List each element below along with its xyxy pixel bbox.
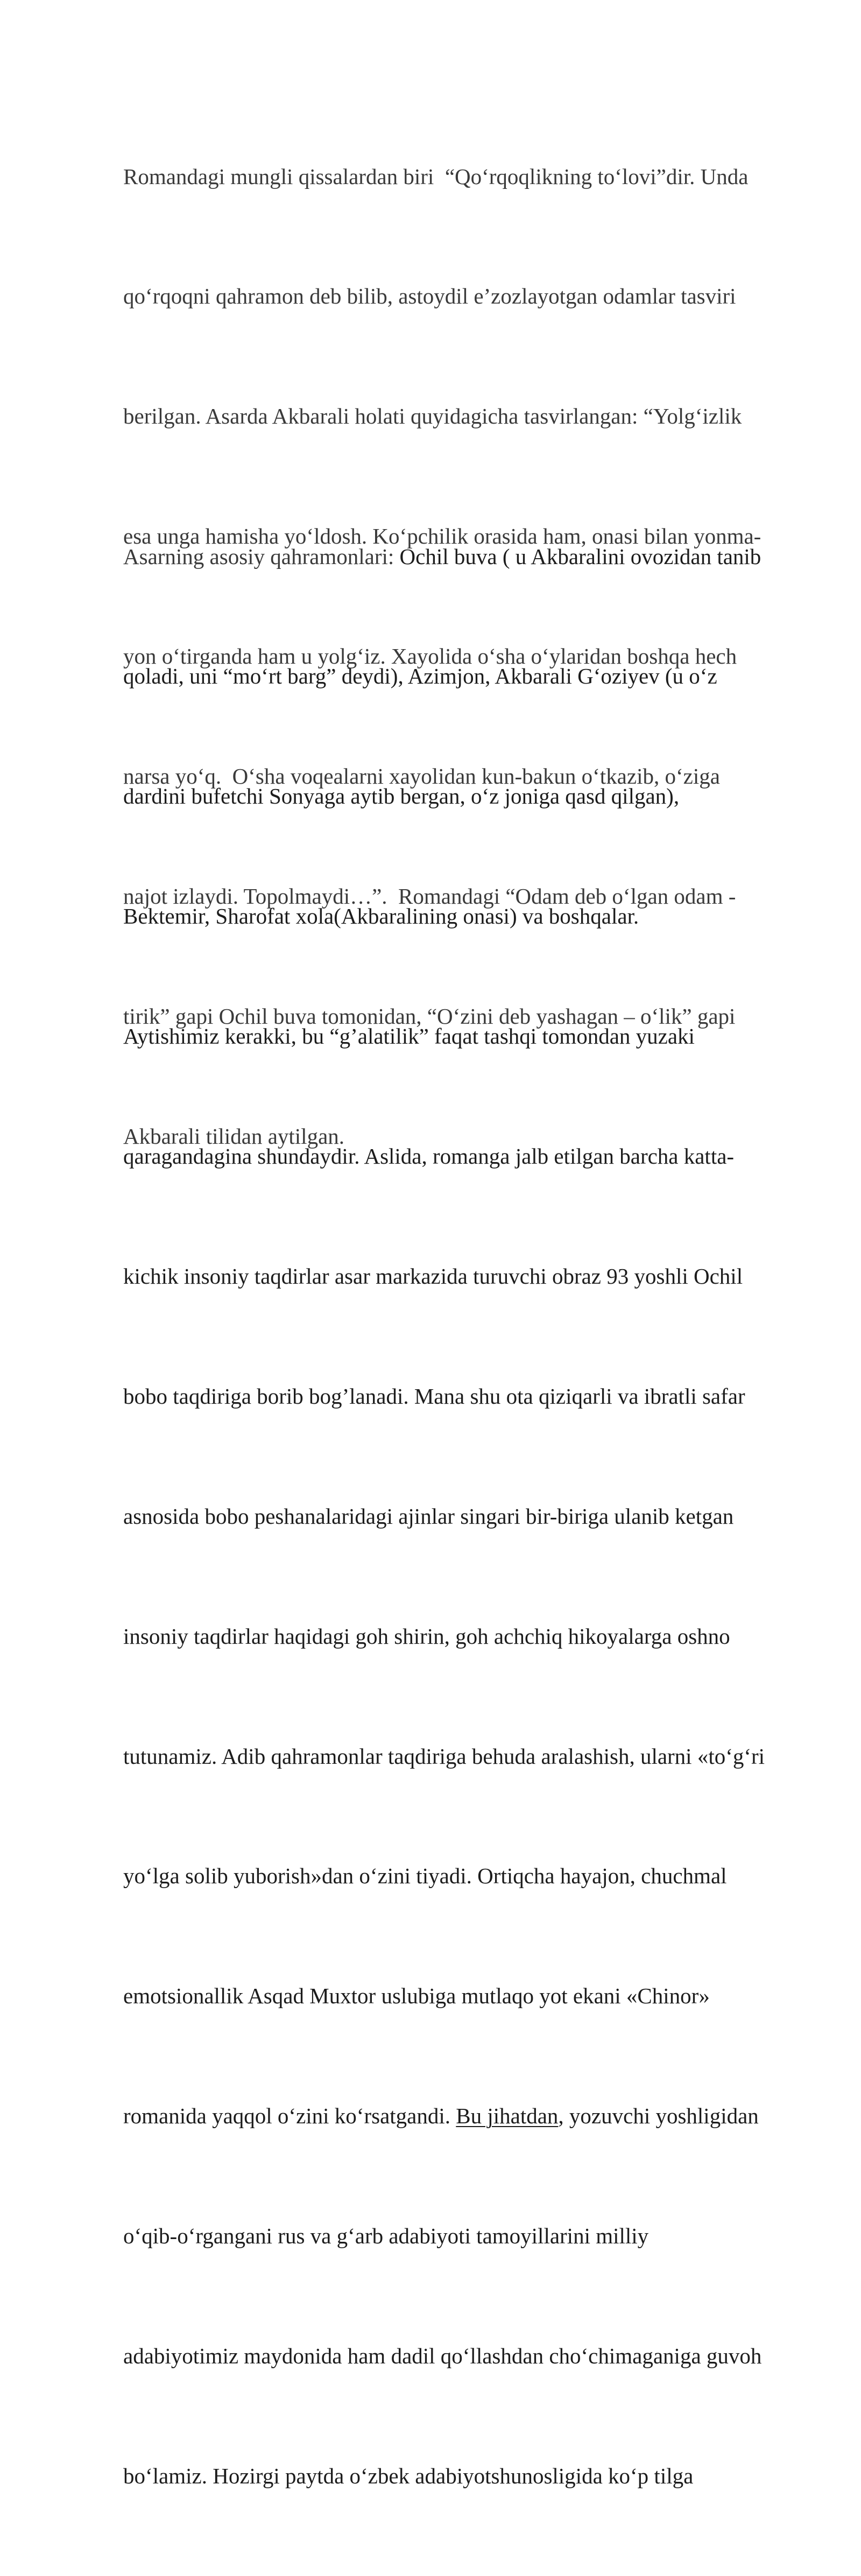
paragraph-2-line: Aytishimiz kerakki, bu “g’alatilik” faqat tashqi tomondan yuzaki bbox=[123, 1024, 695, 1049]
paragraph-2-line: adabiyotimiz maydonida ham dadil qoʻllashdan choʻchimaganiga guvoh bbox=[123, 2343, 762, 2368]
paragraph-2-line: qoladi, uni “moʻrt barg” deydi), Azimjon, Akbarali Gʻoziyev (u oʻz bbox=[123, 664, 717, 689]
link-line-before-text: romanida yaqqol oʻzini koʻrsatgandi. bbox=[123, 2103, 456, 2129]
bu-jihatdan-link[interactable]: Bu jihatdan bbox=[456, 2103, 559, 2129]
paragraph-1-line: berilgan. Asarda Akbarali holati quyidagicha tasvirlangan: “Yolgʻizlik bbox=[123, 404, 742, 429]
paragraph-2-line: asnosida bobo peshanalaridagi ajinlar singari bir-biriga ulanib ketgan bbox=[123, 1503, 734, 1529]
paragraph-2-line: boʻlamiz. Hozirgi paytda oʻzbek adabiyotshunosligida koʻp tilga bbox=[123, 2463, 694, 2488]
paragraph-1-line: tirik” gapi Ochil buva tomonidan, “Oʻzini deb yashagan – oʻlik” gapi bbox=[123, 1003, 736, 1029]
paragraph-2-line: qaragandagina shundaydir. Aslida, romanga jalb etilgan barcha katta- bbox=[123, 1144, 735, 1169]
paragraph-1-line: yon oʻtirganda ham u yolgʻiz. Xayolida oʻsha oʻylaridan boshqa hech bbox=[123, 644, 737, 669]
paragraph-2-line: Bektemir, Sharofat xola(Akbaralining onasi) va boshqalar. bbox=[123, 904, 639, 929]
paragraph-2-link-line bbox=[123, 2096, 765, 2136]
link-line-after-text: , yozuvchi yoshligidan bbox=[558, 2103, 759, 2129]
paragraph-2-line: tutunamiz. Adib qahramonlar taqdiriga behuda aralashish, ularni «toʻgʻri bbox=[123, 1743, 765, 1769]
paragraph-2-line: oʻqib-oʻrgangani rus va gʻarb adabiyoti tamoyillarini milliy bbox=[123, 2223, 649, 2249]
paragraph-2 bbox=[123, 456, 765, 2576]
paragraph-2-line: bobo taqdiriga borib bog’lanadi. Mana shu ota qiziqarli va ibratli safar bbox=[123, 1383, 745, 1409]
paragraph-2-line: insoniy taqdirlar haqidagi goh shirin, goh achchiq hikoyalarga oshno bbox=[123, 1623, 730, 1649]
paragraph-2-line: dardini bufetchi Sonyaga aytib bergan, oʻz joniga qasd qilgan), bbox=[123, 784, 680, 809]
paragraph-1-line: najot izlaydi. Topolmaydi…”. Romandagi “Odam deb oʻlgan odam - bbox=[123, 883, 736, 909]
heroes-list-text: Ochil buva ( u Akbaralini ovozidan tanib bbox=[399, 544, 761, 569]
paragraph-1-line: esa unga hamisha yoʻldosh. Koʻpchilik orasida ham, onasi bilan yonma- bbox=[123, 524, 761, 549]
paragraph-1-line: Romandagi mungli qissalardan biri “Qoʻrqoqlikning toʻlovi”dir. Unda bbox=[123, 164, 749, 189]
heroes-lead-text: Asarning asosiy qahramonlari: bbox=[123, 544, 400, 569]
paragraph-2-line: yoʻlga solib yuborish»dan oʻzini tiyadi. Ortiqcha hayajon, chuchmal bbox=[123, 1863, 727, 1889]
paragraph-2-line: emotsionallik Asqad Muxtor uslubiga mutlaqo yot ekani «Chinor» bbox=[123, 1983, 710, 2009]
paragraph-1-line: qoʻrqoqni qahramon deb bilib, astoydil e’zozlayotgan odamlar tasviri bbox=[123, 284, 736, 309]
paragraph-2-line: kichik insoniy taqdirlar asar markazida turuvchi obraz 93 yoshli Ochil bbox=[123, 1263, 743, 1289]
paragraph-1-line: narsa yoʻq. Oʻsha voqealarni xayolidan kun-bakun oʻtkazib, oʻziga bbox=[123, 764, 720, 789]
paragraph-1-line: Akbarali tilidan aytilgan. bbox=[123, 1123, 345, 1149]
paragraph-2-first-line bbox=[123, 537, 765, 576]
